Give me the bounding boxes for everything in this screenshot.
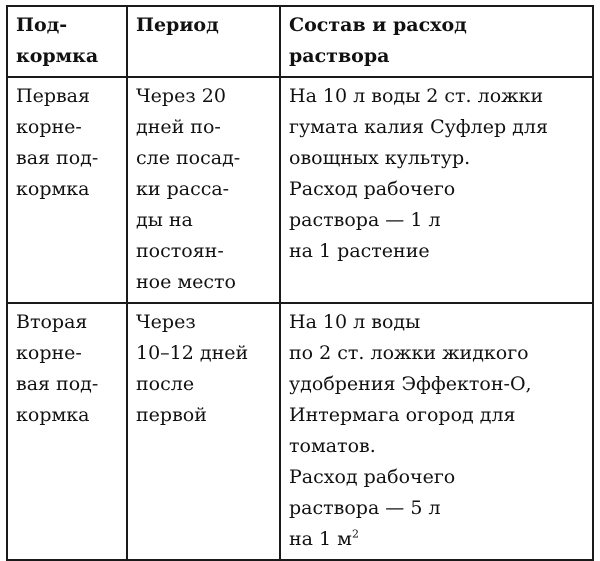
cell-line: удобрения Эффектон-О, — [289, 373, 532, 395]
cell-line: вая под- — [16, 373, 99, 395]
cell-line: ды на — [136, 209, 193, 231]
feeding-table — [6, 5, 594, 561]
cell-line: первой — [136, 404, 207, 426]
header-line: Под- — [16, 14, 68, 36]
cell-line: Через — [136, 311, 196, 333]
header-feeding — [7, 6, 127, 77]
cell-line: вая под- — [16, 147, 99, 169]
cell-line: кормка — [16, 404, 90, 426]
cell-line: На 10 л воды 2 ст. ложки — [289, 85, 544, 107]
cell-line: ки расса- — [136, 178, 230, 200]
table-header-row — [7, 6, 593, 77]
cell-composition — [280, 303, 593, 560]
cell-line: раствора — 5 л — [289, 497, 441, 519]
cell-line: гумата калия Суфлер для — [289, 116, 548, 138]
cell-line: корне- — [16, 116, 82, 138]
header-line: Период — [136, 14, 219, 36]
cell-line-last — [289, 524, 584, 555]
header-line: раствора — [289, 45, 390, 67]
cell-line: корне- — [16, 342, 82, 364]
cell-line: сле посад- — [136, 147, 241, 169]
cell-line-text: на 1 м — [289, 528, 352, 550]
cell-line: Интермага огород для — [289, 404, 516, 426]
cell-line: томатов. — [289, 435, 376, 457]
cell-line: ное место — [136, 271, 237, 293]
header-period — [127, 6, 280, 77]
cell-line: Вторая — [16, 311, 88, 333]
cell-line: на 1 растение — [289, 240, 430, 262]
cell-feeding-name — [7, 77, 127, 303]
cell-line: 10–12 дней — [136, 342, 249, 364]
feeding-table-container — [6, 5, 592, 561]
cell-line: дней по- — [136, 116, 221, 138]
cell-line: раствора — 1 л — [289, 209, 441, 231]
cell-line: Через 20 — [136, 85, 226, 107]
header-line: Состав и расход — [289, 14, 467, 36]
table-row — [7, 303, 593, 560]
cell-line: по 2 ст. ложки жидкого — [289, 342, 529, 364]
header-composition — [280, 6, 593, 77]
cell-line: Расход рабочего — [289, 466, 456, 488]
cell-line: На 10 л воды — [289, 311, 421, 333]
cell-line: Первая — [16, 85, 90, 107]
cell-period — [127, 77, 280, 303]
table-row — [7, 77, 593, 303]
header-line: кормка — [16, 45, 99, 67]
cell-composition — [280, 77, 593, 303]
cell-line: овощных культур. — [289, 147, 471, 169]
cell-feeding-name — [7, 303, 127, 560]
cell-line: кормка — [16, 178, 90, 200]
cell-line: постоян- — [136, 240, 224, 262]
cell-line: Расход рабочего — [289, 178, 456, 200]
superscript-2: 2 — [351, 527, 359, 541]
cell-period — [127, 303, 280, 560]
cell-line: после — [136, 373, 195, 395]
